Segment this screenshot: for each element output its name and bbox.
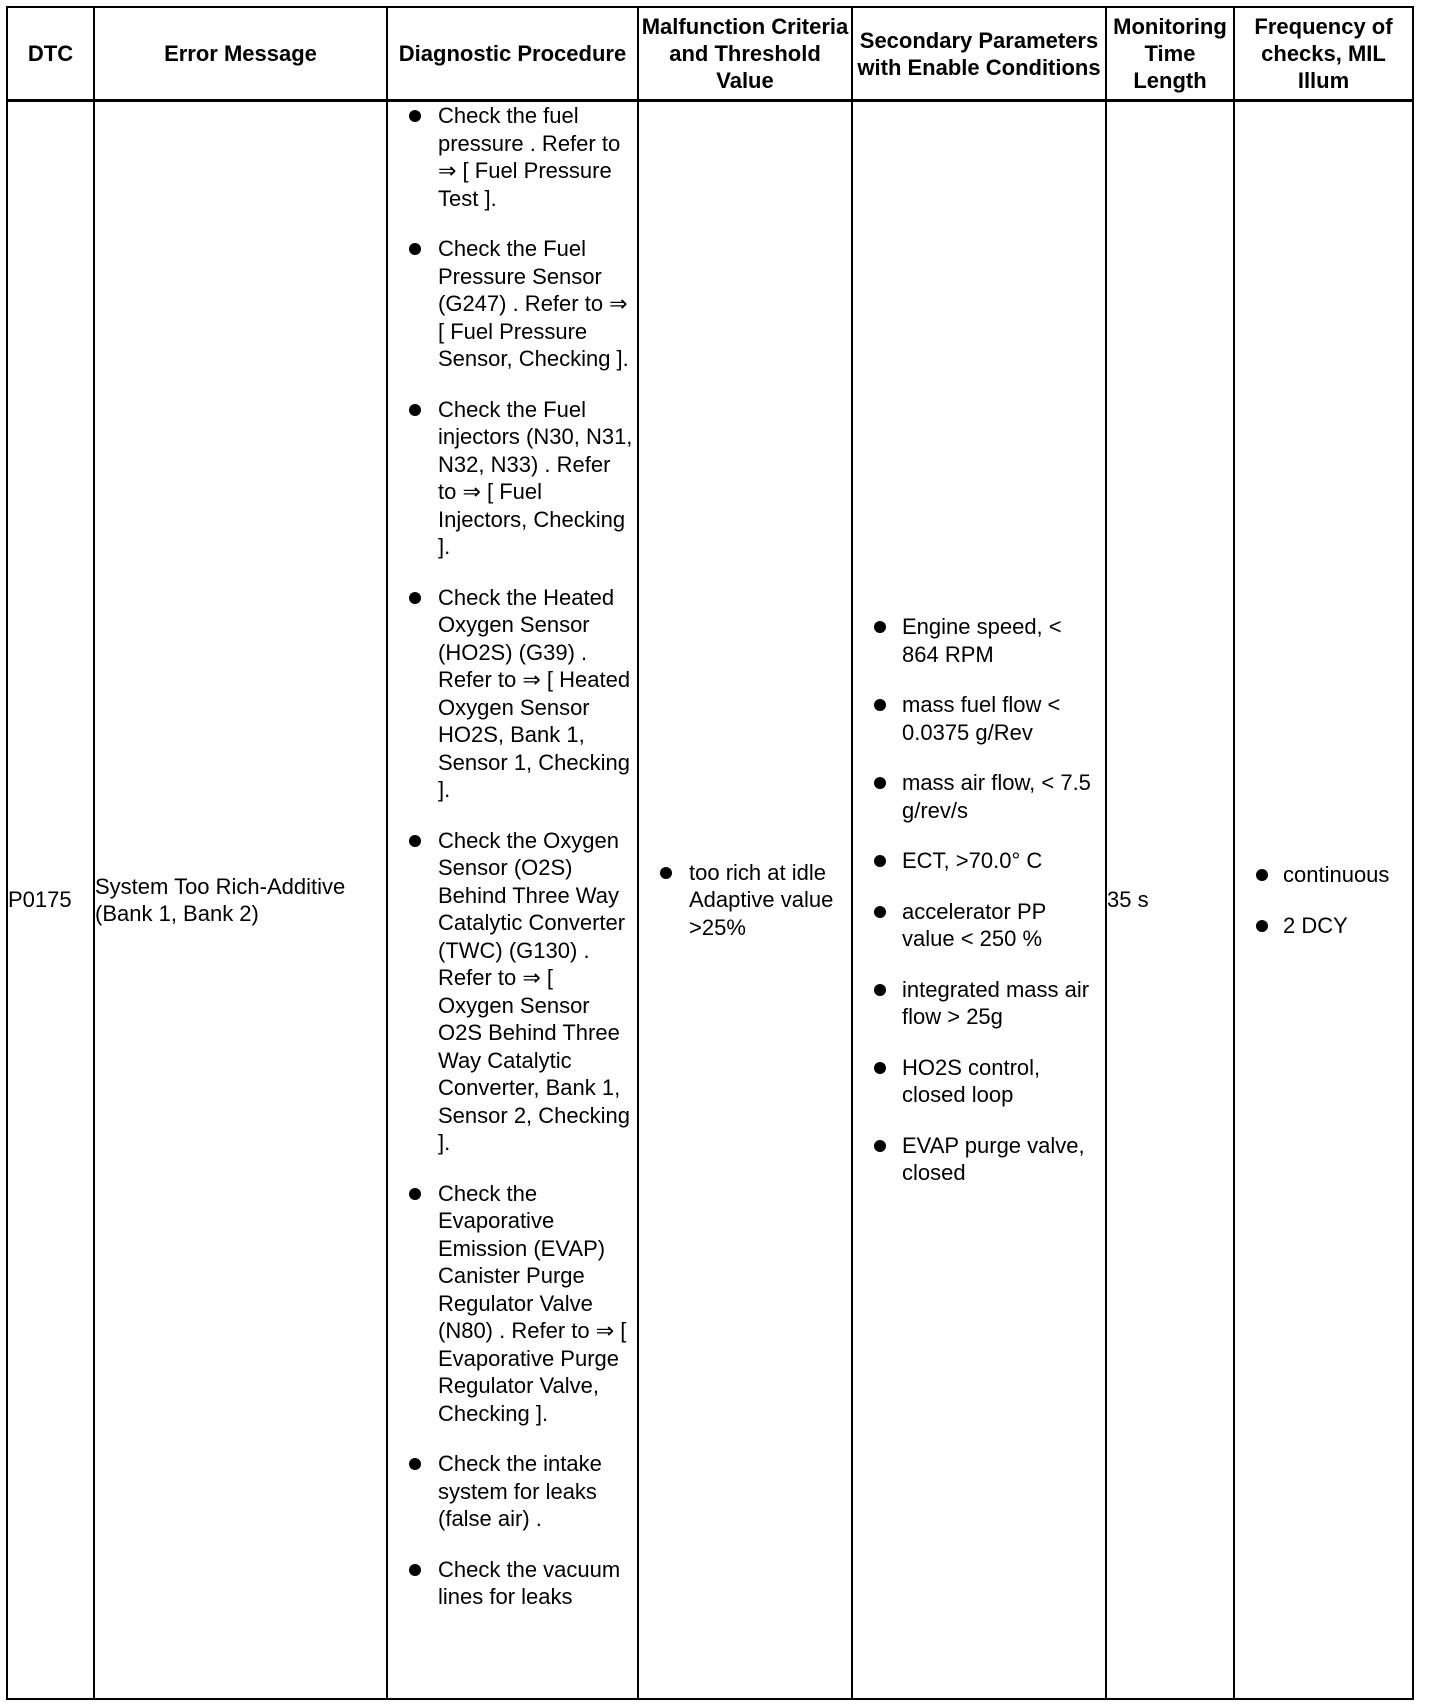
cell-frequency: [1234, 101, 1413, 1700]
bullet-icon: [874, 777, 886, 789]
cell-error-message: System Too Rich-Additive (Bank 1, Bank 2): [94, 101, 387, 1700]
frequency-text: 2 DCY: [1283, 912, 1348, 938]
list-item: [388, 1180, 637, 1428]
bullet-icon: [409, 243, 421, 255]
parameter-text: integrated mass air flow > 25g: [902, 976, 1090, 1030]
list-item: [853, 769, 1105, 824]
malfunction-list: [639, 859, 851, 942]
bullet-icon: [1256, 869, 1268, 881]
cell-diagnostic-procedure: [387, 101, 638, 1700]
bullet-icon: [874, 906, 886, 918]
list-item: [1235, 912, 1412, 940]
dtc-table: [6, 6, 1414, 1700]
header-secondary-parameters: Secondary Parameters with Enable Conditions: [852, 7, 1106, 101]
header-error-message: Error Message: [94, 7, 387, 101]
bullet-icon: [874, 621, 886, 633]
bullet-icon: [409, 110, 421, 122]
list-item: [388, 584, 637, 804]
list-item: [853, 613, 1105, 668]
frequency-list: [1235, 861, 1412, 939]
bullet-icon: [874, 855, 886, 867]
parameter-text: Engine speed, < 864 RPM: [902, 614, 1062, 667]
header-malfunction-criteria: Malfunction Criteria and Threshold Value: [638, 7, 852, 101]
header-monitoring-time: Monitoring Time Length: [1106, 7, 1234, 101]
header-diagnostic-procedure: Diagnostic Procedure: [387, 7, 638, 101]
list-item: [639, 859, 851, 942]
bullet-icon: [660, 867, 672, 879]
list-item: [388, 235, 637, 373]
procedure-step-text: Check the fuel pressure . Refer to ⇒ [ Fuel Pressure Test ].: [438, 103, 621, 211]
header-frequency: Frequency of checks, MIL Illum: [1234, 7, 1413, 101]
list-item: [1235, 861, 1412, 889]
header-row: [7, 7, 1413, 101]
bullet-icon: [1256, 920, 1268, 932]
parameter-text: ECT, >70.0° C: [902, 848, 1043, 874]
table-row: [7, 101, 1413, 1700]
bullet-icon: [409, 1188, 421, 1200]
procedure-step-text: Check the Heated Oxygen Sensor (HO2S) (G39) . Refer to ⇒ [ Heated Oxygen Sensor HO2S, Bank 1, Sensor 1, Checking ].: [438, 584, 631, 802]
table-body: [7, 101, 1413, 1700]
list-item: [853, 1132, 1105, 1187]
list-item: [853, 976, 1105, 1031]
list-item: [388, 1450, 637, 1533]
parameter-text: HO2S control, closed loop: [902, 1054, 1041, 1108]
bullet-icon: [874, 1140, 886, 1152]
parameter-text: accelerator PP value < 250 %: [902, 898, 1046, 952]
bullet-icon: [874, 699, 886, 711]
bullet-icon: [409, 835, 421, 847]
cell-secondary-parameters: [852, 101, 1106, 1700]
procedure-step-text: Check the intake system for leaks (false air) .: [438, 1451, 602, 1531]
list-item: [853, 847, 1105, 875]
procedure-step-text: Check the Fuel Pressure Sensor (G247) . Refer to ⇒ [ Fuel Pressure Sensor, Checking ].: [438, 236, 629, 371]
bullet-icon: [409, 1564, 421, 1576]
procedure-step-text: Check the vacuum lines for leaks: [438, 1556, 621, 1609]
list-item: [853, 691, 1105, 746]
bullet-icon: [409, 404, 421, 416]
bullet-icon: [874, 1062, 886, 1074]
parameter-text: mass air flow, < 7.5 g/rev/s: [902, 770, 1091, 823]
procedure-step-text: Check the Oxygen Sensor (O2S) Behind Three Way Catalytic Converter (TWC) (G130) . Refer to ⇒ [ Oxygen Sensor O2S Behind Three Way Catalytic Converter, Bank 1, Sensor 2, Checking ].: [438, 827, 630, 1155]
list-item: [853, 898, 1105, 953]
procedure-list: [388, 102, 637, 1611]
procedure-step-text: Check the Evaporative Emission (EVAP) Canister Purge Regulator Valve (N80) . Refer to ⇒ [ Evaporative Purge Regulator Valve, Checking ].: [438, 1180, 627, 1426]
parameter-text: mass fuel flow < 0.0375 g/Rev: [902, 692, 1061, 745]
list-item: [388, 102, 637, 212]
list-item: [388, 1556, 637, 1611]
cell-malfunction-criteria: [638, 101, 852, 1700]
bullet-icon: [409, 592, 421, 604]
list-item: [388, 827, 637, 1157]
procedure-step-text: Check the Fuel injectors (N30, N31, N32, N33) . Refer to ⇒ [ Fuel Injectors, Checking ].: [438, 396, 633, 559]
header-dtc: DTC: [7, 7, 94, 101]
frequency-text: continuous: [1283, 862, 1390, 887]
malfunction-criteria-text: too rich at idle Adaptive value >25%: [689, 859, 834, 940]
table-header: [7, 7, 1413, 101]
list-item: [388, 396, 637, 561]
list-item: [853, 1054, 1105, 1109]
bullet-icon: [874, 984, 886, 996]
bullet-icon: [409, 1458, 421, 1470]
parameter-text: EVAP purge valve, closed: [902, 1132, 1085, 1186]
cell-monitoring-time: 35 s: [1106, 101, 1234, 1700]
secondary-parameters-list: [853, 613, 1105, 1187]
cell-dtc-code: P0175: [7, 101, 94, 1700]
